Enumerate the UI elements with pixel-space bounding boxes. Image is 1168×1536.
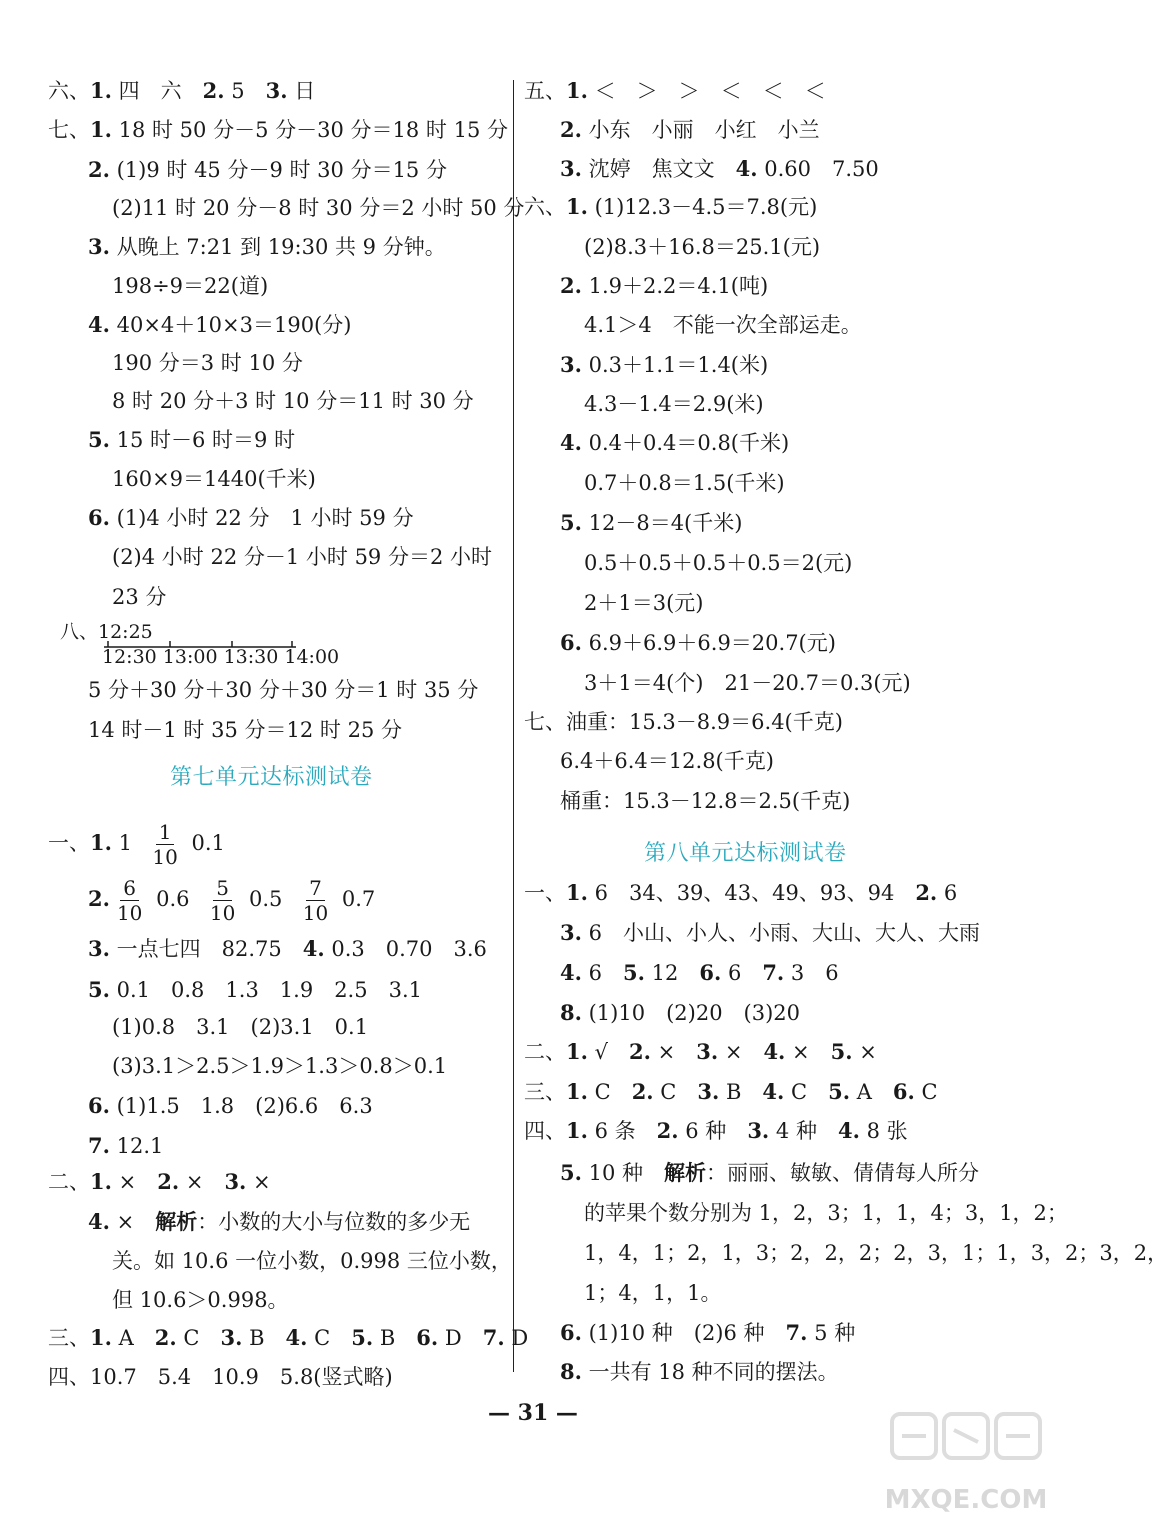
answer-line: 5. 10 种 解析：丽丽、敏敏、倩倩每人所分 — [560, 1160, 980, 1185]
answer-line: 6. (1)4 小时 22 分 1 小时 59 分 — [88, 505, 414, 530]
answer-line: 4. 6 5. 12 6. 6 7. 3 6 — [560, 960, 839, 985]
answer-line: 5. 0.1 0.8 1.3 1.9 2.5 3.1 — [88, 977, 422, 1002]
answer-line: 23 分 — [112, 585, 167, 609]
answer-line: (2)11 时 20 分－8 时 30 分＝2 小时 50 分 — [112, 196, 525, 220]
fraction: $\frac{1}{10}$ — [152, 820, 178, 869]
answer-line: 198÷9＝22(道) — [112, 274, 269, 298]
answer-line: 14 时－1 时 35 分＝12 时 25 分 — [88, 718, 402, 742]
answer-line: 8 时 20 分＋3 时 10 分＝11 时 30 分 — [112, 389, 474, 413]
answer-line-8-time: 八、12:25 — [60, 621, 153, 643]
answer-line: 4.1＞4 不能一次全部运走。 — [584, 313, 862, 337]
answer-line: 七、油重：15.3－8.9＝6.4(千克) — [524, 710, 843, 734]
answer-line-unit7-1: 一、1. 1 $\frac{1}{10}$ 0.1 — [48, 820, 225, 869]
answer-line: 的苹果个数分别为 1，2，3；1，1，4；3，1，2； — [584, 1201, 1068, 1225]
answer-line: 3. 沈婷 焦文文 4. 0.60 7.50 — [560, 156, 879, 181]
answer-line: 一、1. 6 34、39、43、49、93、94 2. 6 — [524, 880, 958, 905]
fraction: $\frac{6}{10}$ — [116, 876, 143, 925]
answer-line: (2)4 小时 22 分－1 小时 59 分＝2 小时 — [112, 545, 492, 569]
answer-line: 160×9＝1440(千米) — [112, 467, 316, 491]
answer-line: 三、1. A 2. C 3. B 4. C 5. B 6. D 7. D — [48, 1325, 529, 1350]
column-divider — [513, 80, 514, 1372]
answer-line: 0.7＋0.8＝1.5(千米) — [584, 471, 785, 495]
answer-line: 2. 小东 小丽 小红 小兰 — [560, 117, 820, 142]
answer-line: 5. 15 时－6 时＝9 时 — [88, 427, 296, 452]
answer-line: 4. × 解析：小数的大小与位数的多少无 — [88, 1209, 471, 1234]
answer-line: 5 分＋30 分＋30 分＋30 分＝1 时 35 分 — [88, 678, 479, 702]
answer-line: 五、1. ＜ ＞ ＞ ＜ ＜ ＜ — [524, 78, 826, 103]
answer-line-7-1: 七、1. 18 时 50 分－5 分－30 分＝18 时 15 分 — [48, 117, 508, 142]
watermark-logo — [886, 1408, 1046, 1528]
section-title-unit8: 第八单元达标测试卷 — [644, 841, 847, 866]
answer-line-6: 六、1. 四 六 2. 5 3. 日 — [48, 78, 316, 103]
section-title-unit7: 第七单元达标测试卷 — [170, 765, 373, 790]
answer-line: 二、1. √ 2. × 3. × 4. × 5. × — [524, 1039, 877, 1064]
answer-line: 6. (1)10 种 (2)6 种 7. 5 种 — [560, 1320, 856, 1345]
answer-line: 3. 从晚上 7:21 到 19:30 共 9 分钟。 — [88, 234, 446, 259]
answer-line: 6. (1)1.5 1.8 (2)6.6 6.3 — [88, 1093, 373, 1118]
watermark-text: MXQE.COM — [884, 1485, 1048, 1515]
answer-line: 桶重：15.3－12.8＝2.5(千克) — [560, 789, 851, 813]
answer-line: 关。如 10.6 一位小数，0.998 三位小数， — [112, 1249, 512, 1273]
answer-line: 4. 0.4＋0.4＝0.8(千米) — [560, 430, 790, 455]
answer-line: 4.3－1.4＝2.9(米) — [584, 392, 764, 416]
answer-line: (1)0.8 3.1 (2)3.1 0.1 — [112, 1015, 369, 1039]
answer-line: 四、10.7 5.4 10.9 5.8(竖式略) — [48, 1365, 393, 1389]
answer-line: 六、1. (1)12.3－4.5＝7.8(元) — [524, 194, 818, 219]
answer-line: 3. 一点七四 82.75 4. 0.3 0.70 3.6 — [88, 936, 487, 961]
answer-line: (2)8.3＋16.8＝25.1(元) — [584, 235, 821, 259]
answer-line: 4. 40×4＋10×3＝190(分) — [88, 312, 352, 337]
answer-line: 3. 6 小山、小人、小雨、大山、大人、大雨 — [560, 920, 980, 945]
answer-line: 8. 一共有 18 种不同的摆法。 — [560, 1359, 839, 1384]
timeline-labels: 12:30 13:00 13:30 14:00 — [102, 646, 340, 668]
answer-line: 7. 12.1 — [88, 1133, 164, 1158]
page-number: — 31 — — [488, 1400, 578, 1426]
answer-line: 四、1. 6 条 2. 6 种 3. 4 种 4. 8 张 — [524, 1118, 908, 1143]
answer-line: 0.5＋0.5＋0.5＋0.5＝2(元) — [584, 551, 853, 575]
answer-line: 1；4，1，1。 — [584, 1281, 722, 1305]
answer-line: 2. 1.9＋2.2＝4.1(吨) — [560, 273, 769, 298]
answer-line: (3)3.1＞2.5＞1.9＞1.3＞0.8＞0.1 — [112, 1054, 448, 1078]
answer-line: 2＋1＝3(元) — [584, 591, 704, 615]
answer-line: 6.4＋6.4＝12.8(千克) — [560, 749, 774, 773]
answer-line: 190 分＝3 时 10 分 — [112, 351, 303, 375]
answer-line-unit7-2: 2. $\frac{6}{10}$ 0.6 $\frac{5}{10}$ 0.5 $\frac{7}{10}$ 0.7 — [88, 876, 376, 925]
answer-line: 8. (1)10 (2)20 (3)20 — [560, 1000, 801, 1025]
answer-line: 但 10.6＞0.998。 — [112, 1288, 289, 1312]
answer-line: 三、1. C 2. C 3. B 4. C 5. A 6. C — [524, 1079, 938, 1104]
answer-line: 3＋1＝4(个) 21－20.7＝0.3(元) — [584, 671, 911, 695]
answer-line: 二、1. × 2. × 3. × — [48, 1169, 271, 1194]
answer-line: 1，4，1；2，1，3；2，2，2；2，3，1；1，3，2；3，2， — [584, 1241, 1168, 1265]
fraction: $\frac{5}{10}$ — [209, 876, 236, 925]
fraction: $\frac{7}{10}$ — [302, 876, 329, 925]
answer-line: 2. (1)9 时 45 分－9 时 30 分＝15 分 — [88, 157, 447, 182]
answer-line: 3. 0.3＋1.1＝1.4(米) — [560, 352, 769, 377]
answer-line: 5. 12－8＝4(千米) — [560, 510, 743, 535]
answer-line: 6. 6.9＋6.9＋6.9＝20.7(元) — [560, 630, 836, 655]
